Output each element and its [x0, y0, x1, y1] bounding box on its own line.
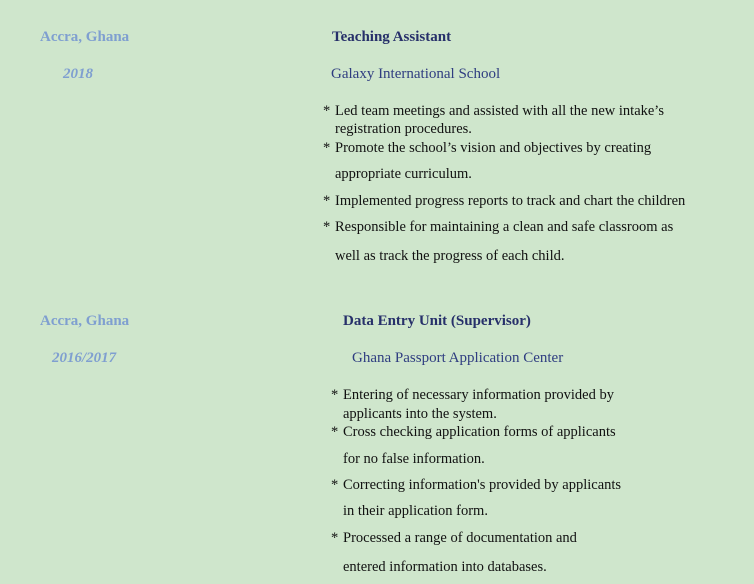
bullet-text-line: Entering of necessary information provided by: [343, 387, 614, 403]
bullet-text-line: Processed a range of documentation and: [343, 530, 577, 546]
bullet-text-line: Correcting information's provided by applicants: [343, 477, 622, 493]
job-year: 2016/2017: [52, 350, 117, 366]
bullet-marker: *: [331, 387, 339, 403]
bullet-text-line: appropriate curriculum.: [335, 166, 472, 182]
job-title: Teaching Assistant: [332, 29, 452, 45]
job-organization: Ghana Passport Application Center: [352, 350, 564, 366]
job-organization: Galaxy International School: [331, 66, 501, 82]
bullet-marker: *: [323, 140, 331, 156]
job-location: Accra, Ghana: [40, 29, 130, 45]
bullet-marker: *: [331, 530, 339, 546]
bullet-text-line: for no false information.: [343, 451, 485, 467]
bullet-text-line: registration procedures.: [335, 121, 472, 137]
job-title: Data Entry Unit (Supervisor): [343, 313, 531, 329]
bullet-marker: *: [331, 477, 339, 493]
bullet-text-line: well as track the progress of each child.: [335, 248, 565, 264]
bullet-marker: *: [331, 424, 339, 440]
job-location: Accra, Ghana: [40, 313, 130, 329]
bullet-text-line: Implemented progress reports to track and chart the children: [335, 193, 686, 209]
bullet-text-line: Promote the school’s vision and objectives by creating: [335, 140, 652, 156]
bullet-text-line: Led team meetings and assisted with all the new intake’s: [335, 103, 664, 119]
bullet-marker: *: [323, 103, 331, 119]
bullet-marker: *: [323, 193, 331, 209]
bullet-text-line: entered information into databases.: [343, 559, 547, 575]
bullet-text-line: Cross checking application forms of applicants: [343, 424, 616, 440]
bullet-text-line: applicants into the system.: [343, 406, 497, 422]
job-year: 2018: [63, 66, 93, 82]
bullet-marker: *: [323, 219, 331, 235]
bullet-text-line: Responsible for maintaining a clean and safe classroom as: [335, 219, 674, 235]
bullet-text-line: in their application form.: [343, 503, 488, 519]
